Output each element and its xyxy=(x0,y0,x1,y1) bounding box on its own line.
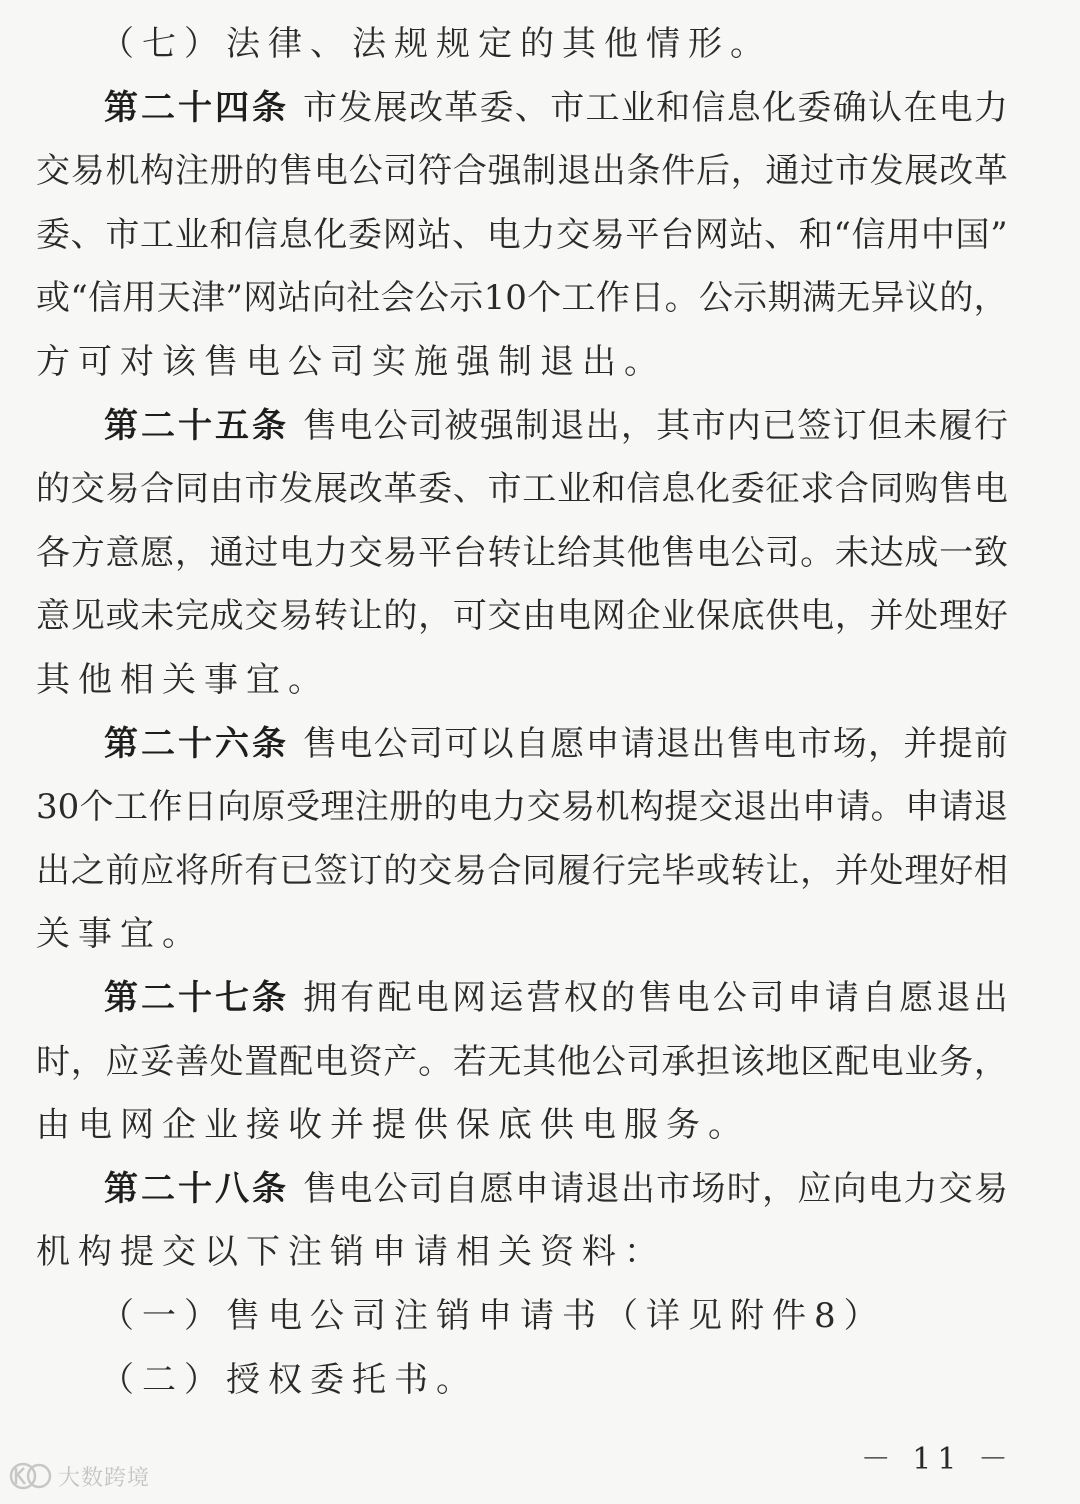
text-line xyxy=(104,712,1008,776)
text-line xyxy=(36,457,1008,521)
text-line xyxy=(100,1348,1008,1412)
text-line xyxy=(36,521,1008,585)
line-text: 委 、 市 工 业 和 信 息 化 委 网 站 、 电 力 交 易 平 台 网 站 、 和 “ 信 用 中 国 ” xyxy=(36,214,1008,255)
text-line xyxy=(36,330,1008,394)
text-line xyxy=(104,966,1008,1030)
text-line xyxy=(36,203,1008,267)
line-text: 各 方 意 愿 ， 通 过 电 力 交 易 平 台 转 让 给 其 他 售 电 公 司 。 未 达 成 一 致 xyxy=(36,532,1008,573)
text-line xyxy=(36,266,1008,330)
line-text: 市 发 展 改 革 委 、 市 工 业 和 信 息 化 委 确 认 在 电 力 xyxy=(303,87,1008,128)
page-number: － 11 － xyxy=(860,1442,1014,1477)
line-text: 拥 有 配 电 网 运 营 权 的 售 电 公 司 申 请 自 愿 退 出 xyxy=(303,978,1008,1018)
line-text: 售 电 公 司 自 愿 申 请 退 出 市 场 时 ， 应 向 电 力 交 易 xyxy=(303,1168,1008,1209)
text-line xyxy=(100,12,1008,76)
article-heading: 第二十七条 xyxy=(104,978,289,1018)
line-text: 或 “ 信 用 天 津 ” 网 站 向 社 会 公 示 10 个 工 作 日 。 公 示 期 满 无 异 议 的 ， xyxy=(36,278,1008,319)
line-text: （一）售电公司注销申请书（详见附件8） xyxy=(100,1296,886,1336)
line-text: （七）法律、法规规定的其他情形。 xyxy=(100,24,772,64)
article-heading: 第二十四条 xyxy=(104,87,289,128)
line-text: （二）授权委托书。 xyxy=(100,1359,478,1400)
k-circle-logo-icon xyxy=(8,1461,52,1491)
line-text: 时 ， 应 妥 善 处 置 配 电 资 产 。 若 无 其 他 公 司 承 担 该 地 区 配 电 业 务 ， xyxy=(36,1041,1008,1082)
text-line xyxy=(36,648,1008,712)
line-text: 关事宜。 xyxy=(36,914,204,955)
text-line xyxy=(104,76,1008,140)
article-heading: 第二十六条 xyxy=(104,723,289,764)
text-line xyxy=(36,584,1008,648)
line-text: 交 易 机 构 注 册 的 售 电 公 司 符 合 强 制 退 出 条 件 后 ， 通 过 市 发 展 改 革 xyxy=(36,151,1008,192)
text-line xyxy=(36,775,1008,839)
text-line xyxy=(36,139,1008,203)
watermark xyxy=(8,1456,150,1496)
text-line xyxy=(36,902,1008,966)
line-text: 售 电 公 司 被 强 制 退 出 ， 其 市 内 已 签 订 但 未 履 行 xyxy=(303,405,1008,446)
line-text: 其他相关事宜。 xyxy=(36,660,330,700)
article-heading: 第二十五条 xyxy=(104,405,289,446)
watermark-text: 大数跨境 xyxy=(58,1465,151,1491)
text-line xyxy=(100,1284,1008,1348)
line-text: 售 电 公 司 可 以 自 愿 申 请 退 出 售 电 市 场 ， 并 提 前 xyxy=(303,723,1008,764)
line-text: 的 交 易 合 同 由 市 发 展 改 革 委 、 市 工 业 和 信 息 化 委 征 求 合 同 购 售 电 xyxy=(36,469,1008,510)
line-text: 由电网企业接收并提供保底供电服务。 xyxy=(36,1105,750,1146)
text-line xyxy=(36,1220,1008,1284)
text-line xyxy=(36,839,1008,903)
article-heading: 第二十八条 xyxy=(104,1168,289,1209)
line-text: 出 之 前 应 将 所 有 已 签 订 的 交 易 合 同 履 行 完 毕 或 转 让 ， 并 处 理 好 相 xyxy=(36,850,1008,891)
line-text: 机构提交以下注销申请相关资料： xyxy=(36,1232,666,1273)
line-text: 30 个 工 作 日 向 原 受 理 注 册 的 电 力 交 易 机 构 提 交 退 出 申 请 。 申 请 退 xyxy=(36,787,1008,828)
text-line xyxy=(36,1093,1008,1157)
line-text: 方可对该售电公司实施强制退出。 xyxy=(36,342,666,382)
line-text: 意 见 或 未 完 成 交 易 转 让 的 ， 可 交 由 电 网 企 业 保 底 供 电 ， 并 处 理 好 xyxy=(36,596,1008,637)
text-line xyxy=(104,394,1008,458)
text-line xyxy=(104,1157,1008,1221)
text-line xyxy=(36,1030,1008,1094)
